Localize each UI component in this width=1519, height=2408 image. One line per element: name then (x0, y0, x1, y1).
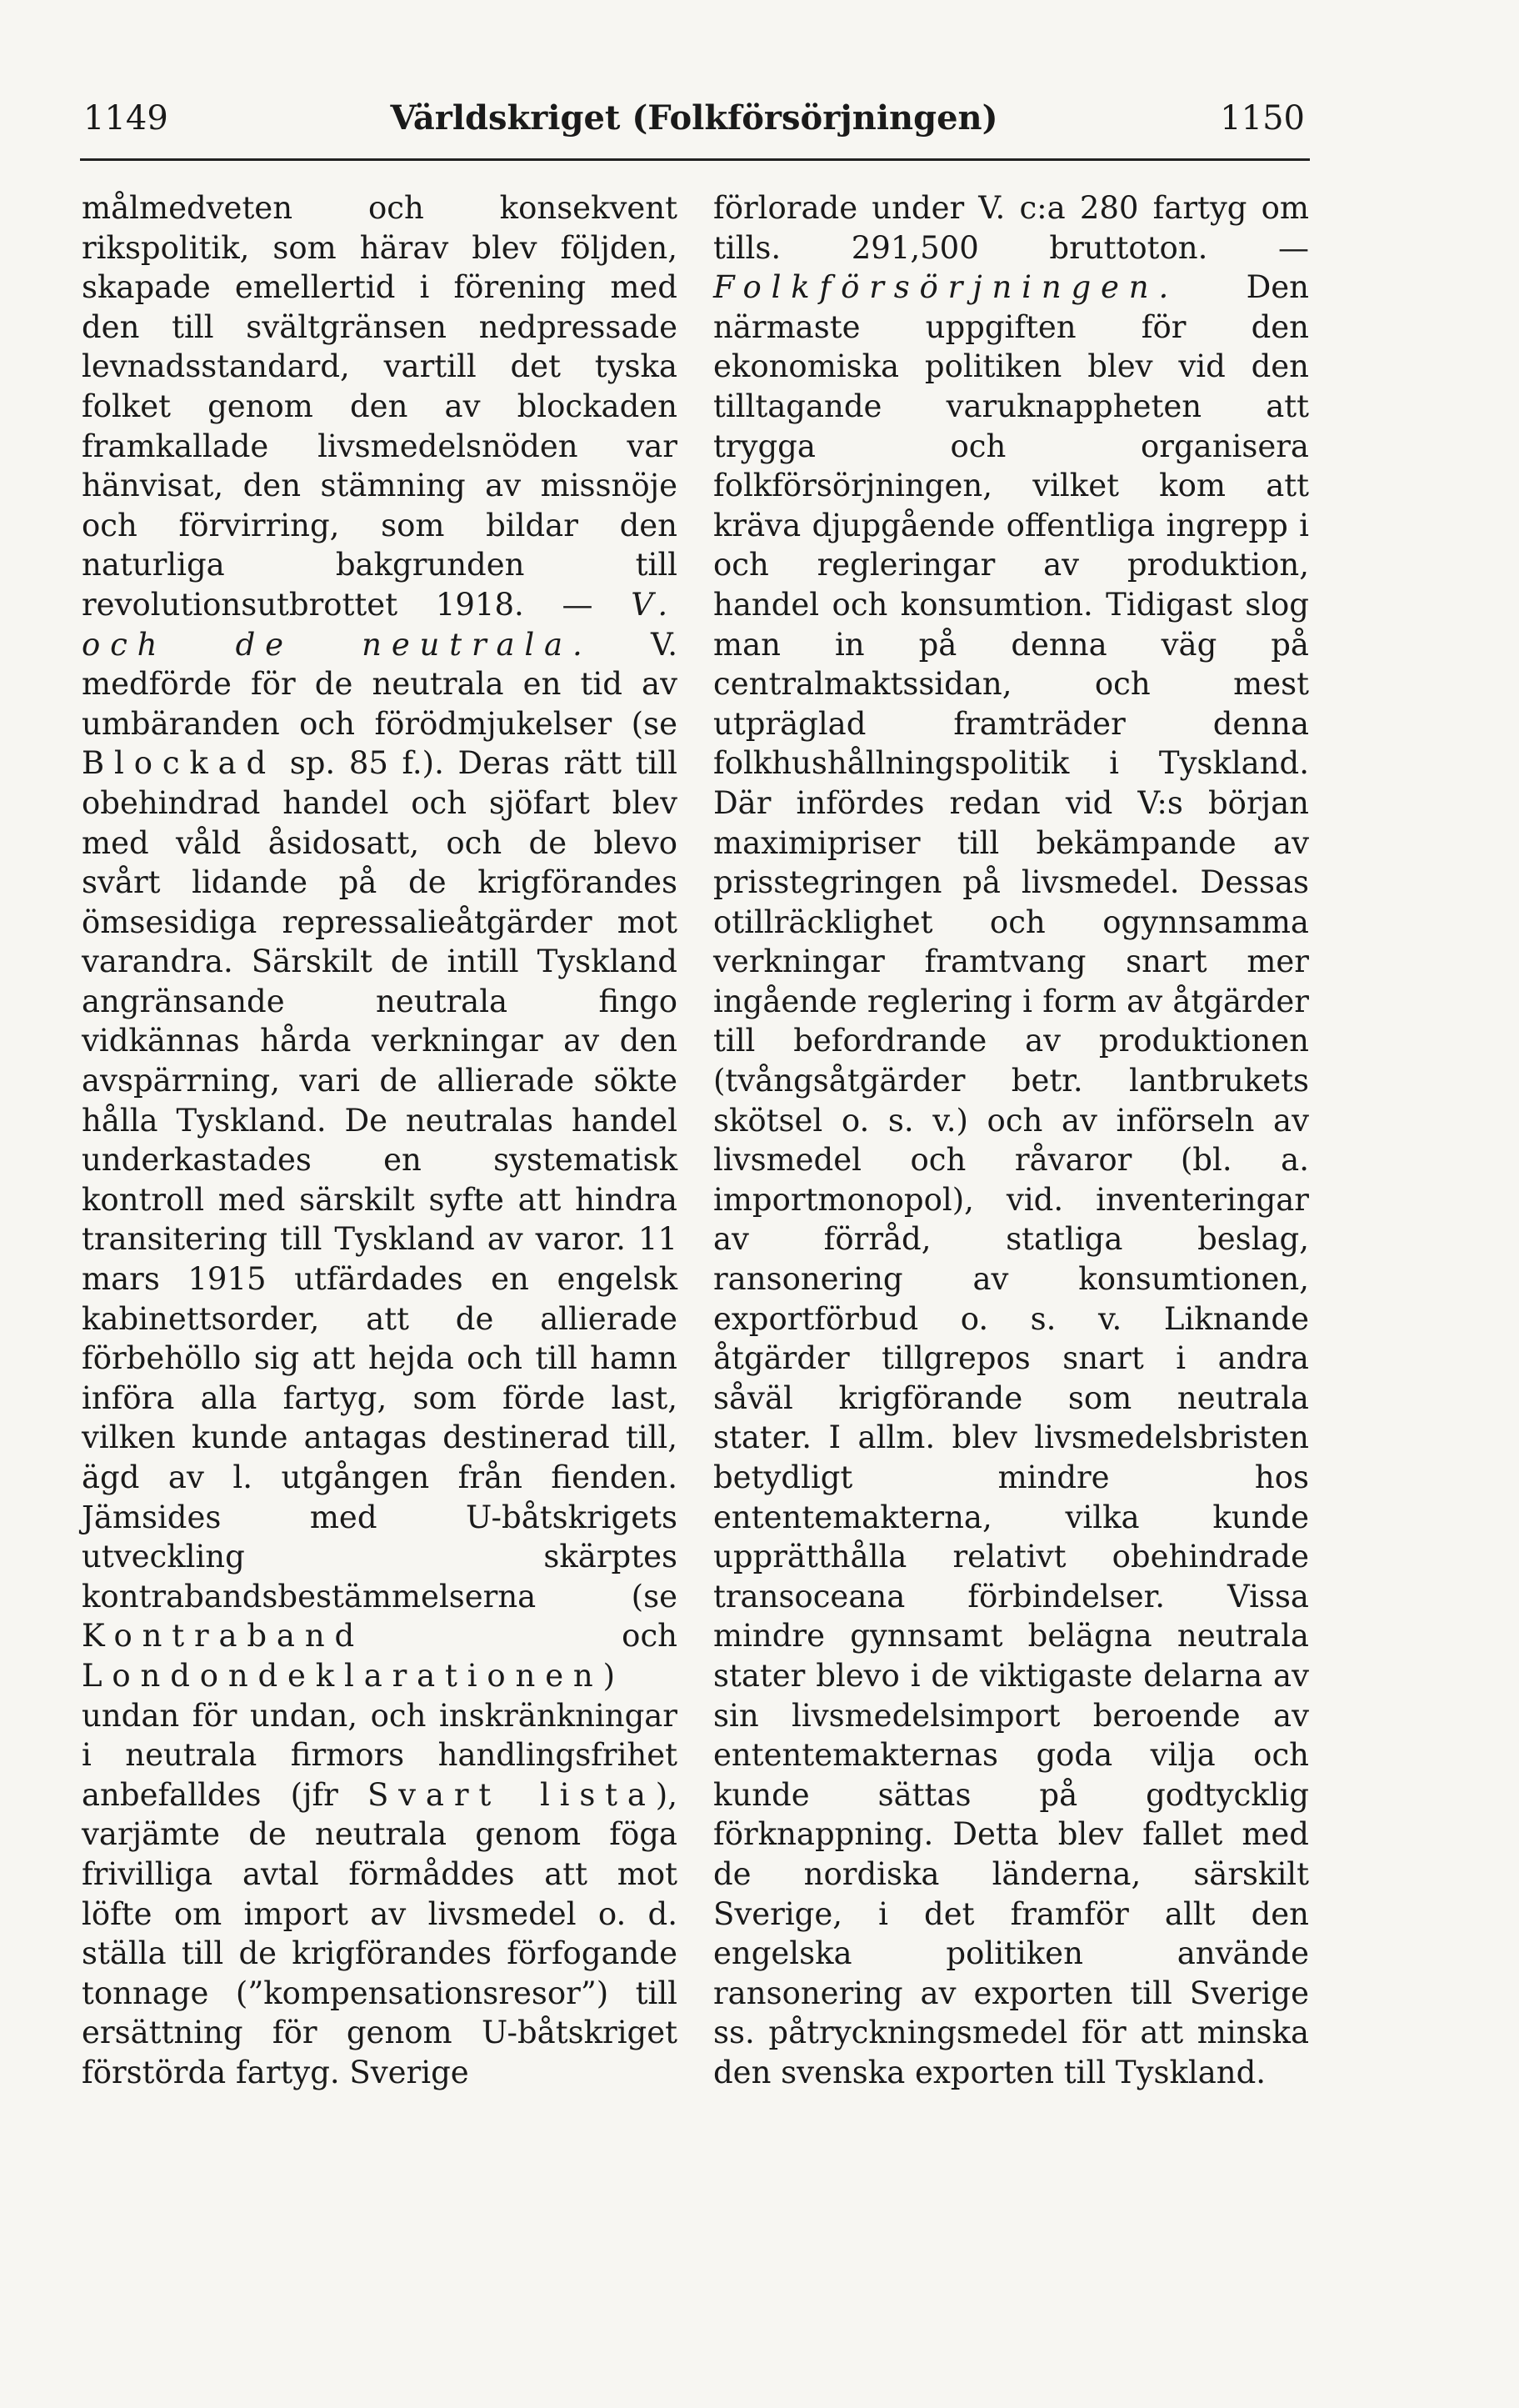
text-run: målmedveten och konsekvent rikspolitik, som härav blev följden, skapade emellertid i förening med den till svältgränsen nedpressade levnadsstandard, vartill det tyska folket genom den av blockaden framkallade livsmedelsnöden var hänvisat, den stämning av missnöje och förvirring, som bildar den naturliga bakgrunden till revolutionsutbrottet 1918. — (82, 190, 677, 623)
right-column-text (713, 188, 1309, 2093)
section-heading-folkforsorjningen: Folkförsörjningen. (713, 269, 1179, 306)
left-column (82, 188, 677, 2093)
cross-reference-kontraband: Kontraband (82, 1618, 365, 1655)
cross-reference-blockad: Blockad (82, 745, 277, 782)
page-number-left: 1149 (83, 99, 168, 138)
text-run: förlorade under V. c:a 280 fartyg om tills. 291,500 bruttoton. — (713, 190, 1309, 266)
running-header (83, 93, 1305, 143)
text-run: sp. 85 f.). Deras rätt till obehindrad handel och sjöfart blev med våld åsidosatt, och de blevo svårt lidande på de krigförandes ömsesidiga repressalieåtgärder mot varandra. Särskilt de intill Tyskland angränsande neutrala fingo vidkännas hårda verkningar av den avspärrning, vari de allierade sökte hålla Tyskland. De neutralas handel underkastades en systematisk kontroll med särskilt syfte att hindra transitering till Tyskland av varor. 11 mars 1915 utfärdades en engelsk kabinettsorder, att de allierade förbehöllo sig att hejda och till hamn införa alla fartyg, som förde last, vilken kunde antagas destinerad till, ägd av l. utgången från fienden. Jämsides med U-båtskrigets utveckling skärptes kontrabandsbestämmelserna (se (82, 745, 677, 1615)
cross-reference-svart-lista: Svart lista (367, 1776, 656, 1813)
section-heading-neutrals: V. och de neutrala. (82, 586, 677, 663)
text-run: ), varjämte de neutrala genom föga frivilliga avtal förmåddes att mot löfte om import av livsmedel o. d. ställa till de krigförandes förfogande tonnage (”kompensationsresor”) till ersättning för genom U-båtskriget förstörda fartyg. Sverige (82, 1776, 677, 2090)
text-run: och (364, 1618, 677, 1655)
header-rule (80, 158, 1310, 161)
text-run: ) undan för undan, och inskränkningar i neutrala firmors handlingsfrihet anbefalldes (jfr (82, 1657, 677, 1813)
left-column-text (82, 188, 677, 2093)
text-run: V. medförde för de neutrala en tid av umbäranden och förödmjukelser (se (82, 626, 677, 742)
cross-reference-londondeklarationen: Londondeklarationen (82, 1657, 603, 1694)
running-title: Världskriget (Folkförsörjningen) (390, 98, 998, 138)
right-column (713, 188, 1309, 2093)
text-run: Den närmaste uppgiften för den ekonomiska politiken blev vid den tilltagande varuknappheten att trygga och organisera folkförsörjningen, vilket kom att kräva djupgående offentliga ingrepp i och regleringar av produktion, handel och konsumtion. Tidigast slog man in på denna väg på centralmaktssidan, och mest utpräglad framträder denna folkhushållningspolitik i Tyskland. Där infördes redan vid V:s början maximipriser till bekämpande av prisstegringen på livsmedel. Dessas otillräcklighet och ogynnsamma verkningar framtvang snart mer ingående reglering i form av åtgärder till befordrande av produktionen (tvångsåtgärder betr. lantbrukets skötsel o. s. v.) och av införseln av livsmedel och råvaror (bl. a. importmonopol), vid. inventeringar av förråd, statliga beslag, ransonering av konsumtionen, exportförbud o. s. v. Liknande åtgärder tillgrepos snart i andra såväl krigförande som neutrala stater. I allm. blev livsmedelsbristen betydligt mindre hos ententemakterna, vilka kunde upprätthålla relativt obehindrade transoceana förbindelser. Vissa mindre gynnsamt belägna neutrala stater blevo i de viktigaste delarna av sin livsmedelsimport beroende av ententemakternas goda vilja och kunde sättas på godtycklig förknappning. Detta blev fallet med de nordiska länderna, särskilt Sverige, i det framför allt den engelska politiken använde ransonering av exporten till Sverige ss. påtryckningsmedel för att minska den svenska exporten till Tyskland. (713, 269, 1309, 2090)
page-number-right: 1150 (1220, 99, 1305, 138)
